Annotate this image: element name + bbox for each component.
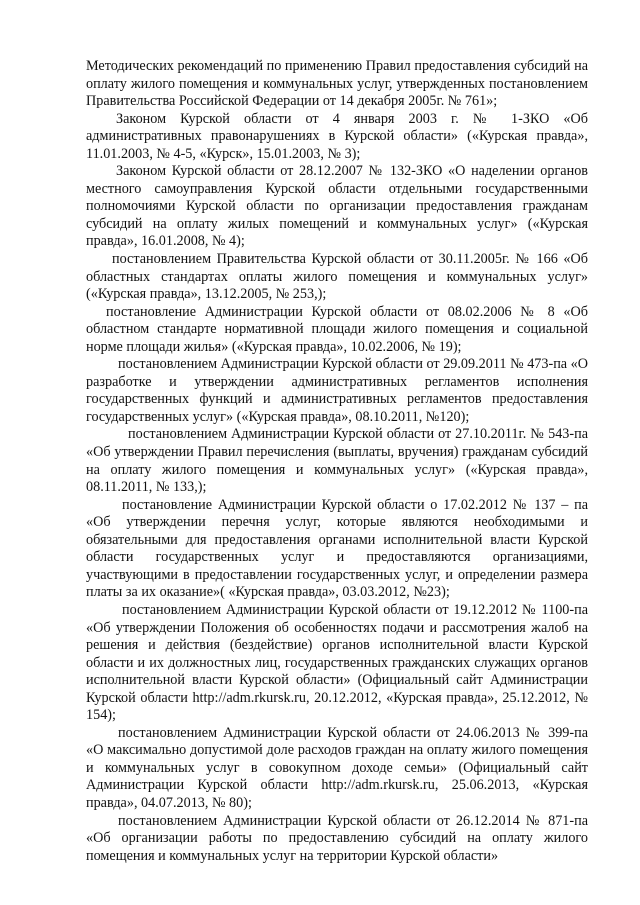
- paragraph-resolution-473-pa: постановлением Администрации Курской области от 29.09.2011 № 473-па «О разработке и утверждении административных регламентов исполнения государственных функций и административных регламентов предоставления государственных услуг» («Курская правда», 08.10.2011, №120);: [86, 356, 588, 425]
- paragraph-methodological-recommendations: Методических рекомендаций по применению Правил предоставления субсидий на оплату жилого помещения и коммунальных услуг, утвержденных постановлением Правительства Российской Федерации от 14 декабря 2005г. № 761»;: [86, 58, 588, 110]
- paragraph-resolution-8: постановление Администрации Курской области от 08.02.2006 № 8 «Об областном стандарте нормативной площади жилого помещения и социальной норме площади жилья» («Курская правда», 10.02.2006, № 19);: [86, 303, 588, 355]
- paragraph-resolution-166: постановлением Правительства Курской области от 30.11.2005г. № 166 «Об областных стандартах оплаты жилого помещения и коммунальных услуг» («Курская правда», 13.12.2005, № 253,);: [86, 251, 588, 303]
- document-body: [86, 58, 588, 865]
- paragraph-resolution-399-pa: постановлением Администрации Курской области от 24.06.2013 № 399-па «О максимально допустимой доле расходов граждан на оплату жилого помещения и коммунальных услуг в совокупном доходе семьи» (Официальный сайт Администрации Курской области http://adm.rkursk.ru, 25.06.2013, «Курская правда», 04.07.2013, № 80);: [86, 724, 588, 811]
- paragraph-resolution-871-pa: постановлением Администрации Курской области от 26.12.2014 № 871-па «Об организации работы по предоставлению субсидий на оплату жилого помещения и коммунальных услуг на территории Курской области»: [86, 812, 588, 864]
- paragraph-law-132-zko: Законом Курской области от 28.12.2007 № 132-ЗКО «О наделении органов местного самоуправления Курской области отдельными государственными полномочиями Курской области по организации предоставления гражданам субсидий на оплату жилых помещений и коммунальных услуг» («Курская правда», 16.01.2008, № 4);: [86, 163, 588, 250]
- paragraph-law-1-zko: Законом Курской области от 4 января 2003 г. № 1-ЗКО «Об административных правонарушениях в Курской области» («Курская правда», 11.01.2003, № 4-5, «Курск», 15.01.2003, № 3);: [86, 110, 588, 162]
- paragraph-resolution-543-pa: постановлением Администрации Курской области от 27.10.2011г. № 543-па «Об утверждении Правил перечисления (выплаты, вручения) гражданам субсидий на оплату жилого помещения и коммунальных услуг» («Курская правда», 08.11.2011, № 133,);: [86, 426, 588, 496]
- paragraph-resolution-1100-pa: постановлением Администрации Курской области от 19.12.2012 № 1100-па «Об утверждении Положения об особенностях подачи и рассмотрения жалоб на решения и действия (бездействие) органов исполнительной власти Курской области и их должностных лиц, государственных гражданских служащих органов исполнительной власти Курской области» (Официальный сайт Администрации Курской области http://adm.rkursk.ru, 20.12.2012, «Курская правда», 25.12.2012, № 154);: [86, 601, 588, 724]
- paragraph-resolution-137-pa: постановление Администрации Курской области о 17.02.2012 № 137 – па «Об утверждении перечня услуг, которые являются необходимыми и обязательными для предоставления органами исполнительной власти Курской области государственных услуг и предоставляются организациями, участвующими в предоставлении государственных услуг, и определении размера платы за их оказание»( «Курская правда», 03.03.2012, №23);: [86, 496, 588, 601]
